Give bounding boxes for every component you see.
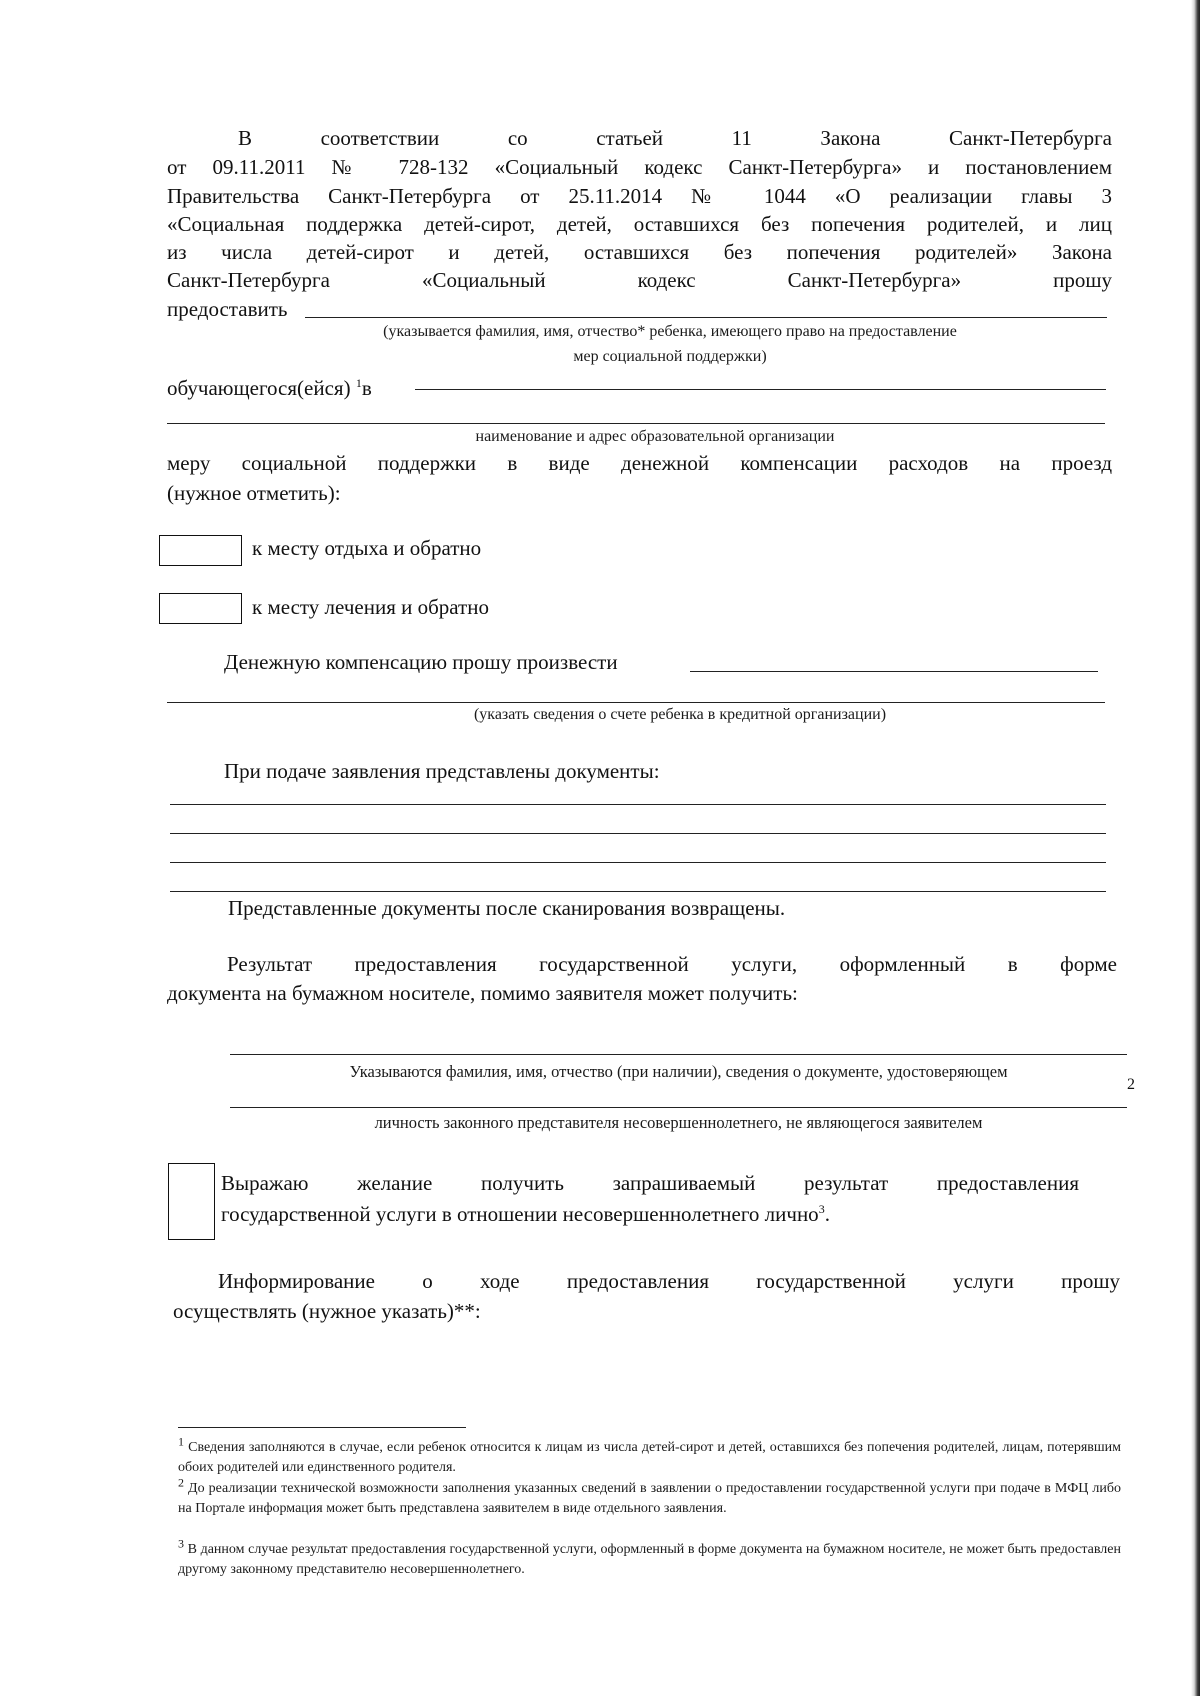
footnote-3: 3 В данном случае результат предоставления государственной услуги, оформленный в форме документа на бумажном носителе, не может быть предоставлен другому законному представителю несовершеннолетнего. [178, 1536, 1121, 1577]
option-treatment-label: к месту лечения и обратно [252, 595, 489, 619]
documents-line-3[interactable] [170, 862, 1106, 863]
intro-line-4: «Социальная поддержка детей-сирот, детей, оставшихся без попечения родителей, и лиц [167, 212, 1112, 236]
documents-label: При подаче заявления представлены документы: [224, 759, 660, 783]
rep-caption-1: Указываются фамилия, имя, отчество (при наличии), сведения о документе, удостоверяющем [349, 1062, 1008, 1081]
child-caption-2: мер социальной поддержки) [573, 348, 767, 365]
measure-line-1: меру социальной поддержки в виде денежной компенсации расходов на проезд [167, 451, 1112, 475]
footnote-separator [178, 1427, 466, 1428]
rep-caption-2: личность законного представителя несовершеннолетнего, не являющегося заявителем [374, 1113, 983, 1132]
page-number: 2 [1127, 1076, 1135, 1093]
returned-note: Представленные документы после сканирования возвращены. [228, 896, 786, 920]
representative-field-line-2[interactable] [230, 1107, 1127, 1108]
child-name-field[interactable] [305, 317, 1107, 318]
checkbox-personal[interactable] [168, 1163, 215, 1240]
personal-line-2: государственной услуги в отношении несовершеннолетнего лично$^3$. [221, 1202, 830, 1226]
checkbox-treatment[interactable] [159, 593, 242, 624]
org-caption: наименование и адрес образовательной организации [475, 428, 835, 445]
result-line-2: документа на бумажном носителе, помимо заявителя может получить: [167, 981, 798, 1005]
account-caption: (указать сведения о счете ребенка в кредитной организации) [473, 706, 887, 723]
option-rest-label: к месту отдыха и обратно [252, 536, 482, 560]
inform-line-2: осуществлять (нужное указать)**: [173, 1299, 481, 1323]
intro-line-2: от 09.11.2011 № 728-132 «Социальный кодекс Санкт-Петербурга» и постановлением [167, 155, 1112, 179]
personal-line-1: Выражаю желание получить запрашиваемый результат предоставления [221, 1171, 1079, 1195]
scan-edge-shadow [1191, 0, 1200, 1696]
intro-line-7: предоставить [167, 297, 288, 321]
institution-field[interactable] [415, 389, 1106, 390]
account-field-line-2[interactable] [167, 702, 1105, 703]
intro-line-6: Санкт-Петербурга «Социальный кодекс Санкт-Петербурга» прошу [167, 268, 1112, 292]
inform-line-1: Информирование о ходе предоставления государственной услуги прошу [218, 1269, 1120, 1293]
measure-line-2: (нужное отметить): [167, 481, 341, 505]
checkbox-rest[interactable] [159, 535, 242, 566]
result-line-1: Результат предоставления государственной услуги, оформленный в форме [227, 952, 1117, 976]
intro-line-5: из числа детей-сирот и детей, оставшихся без попечения родителей» Закона [167, 240, 1112, 264]
compensation-label: Денежную компенсацию прошу произвести [224, 650, 618, 674]
documents-line-1[interactable] [170, 804, 1106, 805]
footnote-1: 1 Сведения заполняются в случае, если ребенок относится к лицам из числа детей-сирот и детей, оставшихся без попечения родителей, лицам, потерявшим обоих родителей или единственного родителя. [178, 1434, 1122, 1475]
intro-line-3: Правительства Санкт-Петербурга от 25.11.2014 № 1044 «О реализации главы 3 [167, 184, 1112, 208]
representative-field[interactable] [230, 1054, 1127, 1055]
footnote-ref-1: 1 [355, 376, 362, 390]
child-caption-1: (указывается фамилия, имя, отчество* ребенка, имеющего право на предоставление [383, 323, 957, 340]
documents-line-4[interactable] [170, 891, 1106, 892]
institution-field-line-2[interactable] [167, 423, 1105, 424]
student-label: обучающегося(ейся) $^1$в [167, 376, 372, 400]
footnote-ref-3: 3 [818, 1202, 825, 1216]
account-field[interactable] [690, 671, 1098, 672]
intro-line-1: В соответствии со статьей 11 Закона Санкт-Петербурга [238, 126, 1112, 150]
footnote-2: 2 До реализации технической возможности заполнения указанных сведений в заявлении о предоставлении государственной услуги при подаче в МФЦ либо на Портале информация может быть представлена заявителем в виде отдельного заявления. [178, 1475, 1121, 1516]
documents-line-2[interactable] [170, 833, 1106, 834]
